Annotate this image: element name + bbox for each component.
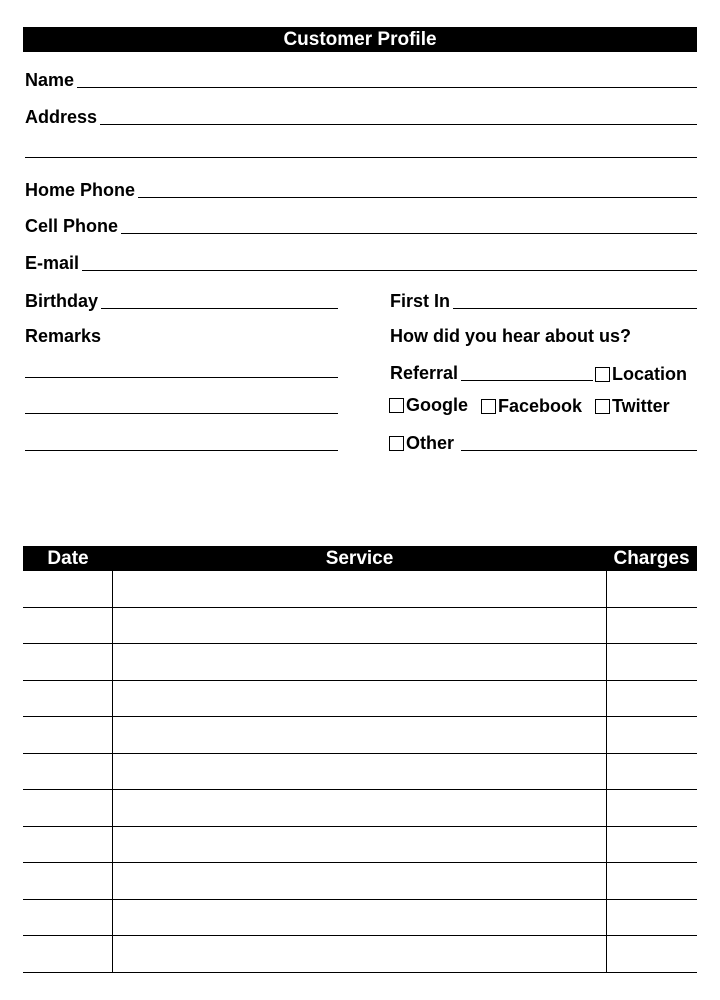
remarks-line-3[interactable] [25, 450, 338, 451]
table-row[interactable] [23, 826, 697, 827]
birthday-field[interactable] [25, 289, 338, 311]
table-header [23, 546, 697, 571]
home-phone-field[interactable] [25, 178, 697, 200]
other-label: Other [406, 433, 455, 453]
date-column-divider [112, 571, 113, 973]
email-line[interactable] [82, 270, 697, 271]
first-in-line[interactable] [453, 308, 697, 309]
google-checkbox[interactable] [389, 395, 468, 416]
address-label: Address [25, 107, 98, 127]
facebook-checkbox-box[interactable] [481, 399, 496, 414]
table-row[interactable] [23, 753, 697, 754]
table-row[interactable] [23, 607, 697, 608]
remarks-label: Remarks [25, 326, 102, 346]
other-line[interactable] [461, 450, 697, 451]
remarks-line-1[interactable] [25, 377, 338, 378]
twitter-checkbox[interactable] [595, 396, 670, 417]
table-row[interactable] [23, 716, 697, 717]
form-title: Customer Profile [23, 27, 697, 52]
location-checkbox[interactable] [595, 364, 687, 385]
cell-phone-line[interactable] [121, 233, 697, 234]
birthday-label: Birthday [25, 291, 99, 311]
date-column-header: Date [47, 548, 89, 569]
referral-label: Referral [390, 363, 459, 383]
cell-phone-label: Cell Phone [25, 216, 119, 236]
google-checkbox-box[interactable] [389, 398, 404, 413]
table-row[interactable] [23, 862, 697, 863]
charges-column-header: Charges [613, 548, 690, 569]
referral-line[interactable] [461, 380, 593, 381]
home-phone-label: Home Phone [25, 180, 136, 200]
name-line[interactable] [77, 87, 697, 88]
address-field[interactable] [25, 105, 697, 127]
table-row[interactable] [23, 789, 697, 790]
referral-field[interactable] [390, 361, 593, 383]
table-row[interactable] [23, 972, 697, 973]
hear-about-label: How did you hear about us? [390, 326, 632, 346]
name-field[interactable] [25, 68, 697, 90]
email-field[interactable] [25, 251, 697, 273]
address-line-1[interactable] [100, 124, 697, 125]
facebook-label: Facebook [498, 396, 583, 416]
facebook-checkbox[interactable] [481, 396, 582, 417]
twitter-label: Twitter [612, 396, 670, 416]
cell-phone-field[interactable] [25, 214, 697, 236]
other-checkbox[interactable] [389, 433, 454, 454]
google-label: Google [406, 395, 468, 415]
location-label: Location [612, 364, 687, 384]
service-column-header: Service [325, 548, 394, 569]
other-checkbox-box[interactable] [389, 436, 404, 451]
twitter-checkbox-box[interactable] [595, 399, 610, 414]
email-label: E-mail [25, 253, 80, 273]
address-line-2[interactable] [25, 157, 697, 158]
location-checkbox-box[interactable] [595, 367, 610, 382]
service-table[interactable] [23, 571, 697, 973]
home-phone-line[interactable] [138, 197, 697, 198]
name-label: Name [25, 70, 75, 90]
charges-column-divider [606, 571, 607, 973]
remarks-line-2[interactable] [25, 413, 338, 414]
table-row[interactable] [23, 643, 697, 644]
first-in-label: First In [390, 291, 451, 311]
first-in-field[interactable] [390, 289, 697, 311]
table-row[interactable] [23, 899, 697, 900]
table-row[interactable] [23, 680, 697, 681]
table-row[interactable] [23, 935, 697, 936]
birthday-line[interactable] [101, 308, 338, 309]
